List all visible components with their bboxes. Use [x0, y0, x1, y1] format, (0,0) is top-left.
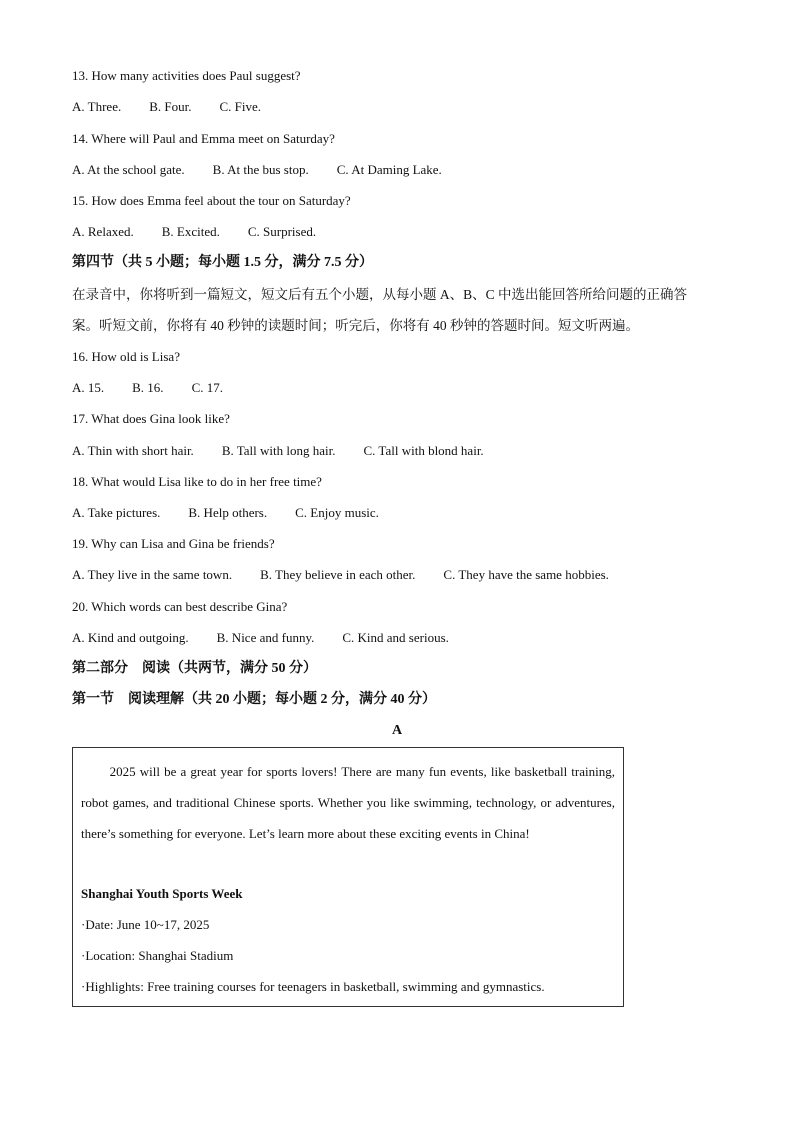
question-17-options — [72, 442, 484, 460]
question-18-options — [72, 504, 379, 522]
option-c: C. 17. — [191, 380, 223, 395]
passage-box — [72, 747, 624, 1007]
option-b: B. Nice and funny. — [216, 630, 315, 645]
question-14: 14. Where will Paul and Emma meet on Saturday? — [72, 131, 335, 146]
option-b: B. At the bus stop. — [212, 162, 309, 177]
question-20: 20. Which words can best describe Gina? — [72, 599, 288, 614]
passage-label: A — [391, 723, 403, 738]
option-c: C. They have the same hobbies. — [443, 567, 609, 582]
section-4-instructions-line-1: 在录音中，你将听到一篇短文，短文后有五个小题，从每小题 A、B、C 中选出能回答所给问题的正确答 — [72, 287, 688, 302]
section-1-heading: 第一节 阅读理解（共 20 小题；每小题 2 分，满分 40 分） — [72, 692, 436, 707]
part-2-heading: 第二部分 阅读（共两节，满分 50 分） — [72, 661, 317, 676]
option-c: C. Enjoy music. — [295, 505, 379, 520]
option-c: C. Tall with blond hair. — [363, 443, 484, 458]
question-17: 17. What does Gina look like? — [72, 411, 230, 426]
option-a: A. They live in the same town. — [72, 567, 233, 582]
event-date: ·Date: June 10~17, 2025 — [81, 917, 210, 932]
section-4-instructions-line-2: 案。听短文前，你将有 40 秒钟的读题时间；听完后，你将有 40 秒钟的答题时间。短文听两遍。 — [72, 318, 639, 333]
option-a: A. At the school gate. — [72, 162, 185, 177]
option-a: A. Relaxed. — [72, 224, 134, 239]
option-c: C. Kind and serious. — [342, 630, 449, 645]
question-15-options — [72, 223, 316, 241]
option-b: B. Help others. — [188, 505, 268, 520]
option-a: A. 15. — [72, 380, 105, 395]
question-15: 15. How does Emma feel about the tour on Saturday? — [72, 193, 351, 208]
option-a: A. Thin with short hair. — [72, 443, 194, 458]
option-b: B. Four. — [149, 99, 192, 114]
question-16-options — [72, 379, 223, 397]
option-b: B. 16. — [132, 380, 164, 395]
question-20-options — [72, 629, 449, 647]
event-title: Shanghai Youth Sports Week — [81, 886, 243, 901]
option-b: B. They believe in each other. — [260, 567, 416, 582]
question-16: 16. How old is Lisa? — [72, 349, 180, 364]
option-a: A. Take pictures. — [72, 505, 161, 520]
question-18: 18. What would Lisa like to do in her free time? — [72, 474, 322, 489]
event-location: ·Location: Shanghai Stadium — [81, 948, 234, 963]
option-a: A. Kind and outgoing. — [72, 630, 189, 645]
question-14-options — [72, 161, 442, 179]
question-13: 13. How many activities does Paul suggest? — [72, 68, 301, 83]
passage-intro: 2025 will be a great year for sports lovers! There are many fun events, like basketball training, robot games, and traditional Chinese sports. Whether you like swimming, technology, or adventures, there’s something for everyone. Let’s learn more about these exciting events in China! — [81, 764, 615, 841]
option-c: C. Five. — [219, 99, 262, 114]
option-c: C. Surprised. — [247, 224, 317, 239]
option-b: B. Excited. — [161, 224, 220, 239]
option-b: B. Tall with long hair. — [221, 443, 336, 458]
option-c: C. At Daming Lake. — [336, 162, 442, 177]
section-4-heading: 第四节（共 5 小题；每小题 1.5 分，满分 7.5 分） — [72, 255, 373, 270]
question-19-options — [72, 566, 609, 584]
question-19: 19. Why can Lisa and Gina be friends? — [72, 536, 275, 551]
option-a: A. Three. — [72, 99, 122, 114]
question-13-options — [72, 98, 261, 116]
event-highlights: ·Highlights: Free training courses for teenagers in basketball, swimming and gymnastics. — [81, 979, 545, 994]
